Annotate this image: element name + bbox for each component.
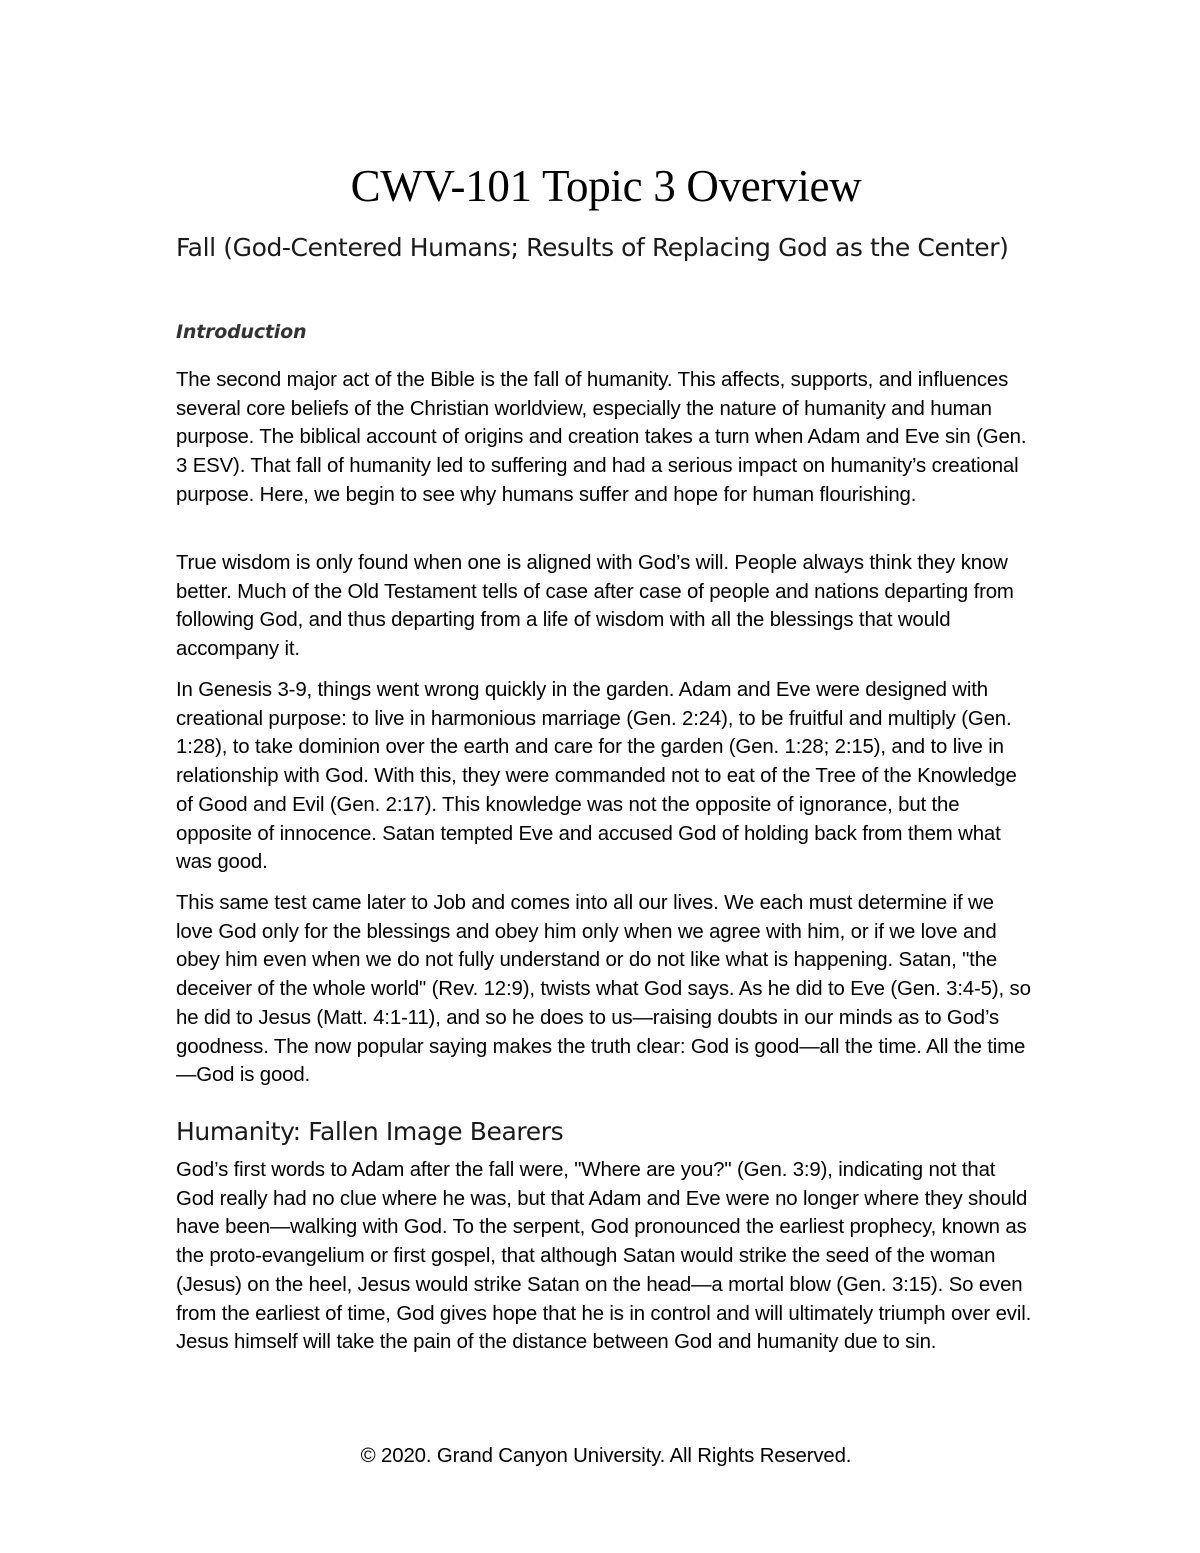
paragraph-intro-3: In Genesis 3-9, things went wrong quickly in the garden. Adam and Eve were designed with creational purpose: to live in harmonious marriage (Gen. 2:24), to be fruitful and multiply (Gen. 1:28), to take dominion over the earth and care for the garden (Gen. 1:28; 2:15), and to live in relationship with God. With this, they were commanded not to eat of the Tree of the Knowledge of Good and Evil (Gen. 2:17). This knowledge was not the opposite of ignorance, but the opposite of innocence. Satan tempted Eve and accused God of holding back from them what was good. <box>176 679 1017 874</box>
section-heading-fall: Fall (God-Centered Humans; Results of Replacing God as the Center) <box>176 233 1009 262</box>
document-title: CWV-101 Topic 3 Overview <box>350 161 862 211</box>
document-page <box>176 0 1036 1553</box>
paragraph-humanity-1: God’s first words to Adam after the fall were, "Where are you?" (Gen. 3:9), indicating not that God really had no clue where he was, but that Adam and Eve were no longer where they should have been—walking with God. To the serpent, God pronounced the earliest prophecy, known as the proto-evangelium or first gospel, that although Satan would strike the seed of the woman (Jesus) on the heel, Jesus would strike Satan on the head—a mortal blow (Gen. 3:15). So even from the earliest of time, God gives hope that he is in control and will ultimately triumph over evil. Jesus himself will take the pain of the distance between God and humanity due to sin. <box>176 1159 1032 1354</box>
paragraph-intro-2: True wisdom is only found when one is aligned with God’s will. People always think they know better. Much of the Old Testament tells of case after case of people and nations departing from following God, and thus departing from a life of wisdom with all the blessings that would accompany it. <box>176 552 1014 661</box>
copyright-footer: © 2020. Grand Canyon University. All Rights Reserved. <box>360 1445 852 1467</box>
section-heading-humanity: Humanity: Fallen Image Bearers <box>176 1117 564 1146</box>
subheading-introduction: Introduction <box>176 321 307 343</box>
paragraph-intro-4: This same test came later to Job and comes into all our lives. We each must determine if we love God only for the blessings and obey him only when we agree with him, or if we love and obey him even when we do not fully understand or do not like what is happening. Satan, "the deceiver of the whole world" (Rev. 12:9), twists what God says. As he did to Eve (Gen. 3:4-5), so he did to Jesus (Matt. 4:1-11), and so he does to us—raising doubts in our minds as to God’s goodness. The now popular saying makes the truth clear: God is good—all the time. All the time—God is good. <box>176 892 1031 1087</box>
paragraph-intro-1: The second major act of the Bible is the fall of humanity. This affects, supports, and influences several core beliefs of the Christian worldview, especially the nature of humanity and human purpose. The biblical account of origins and creation takes a turn when Adam and Eve sin (Gen. 3 ESV). That fall of humanity led to suffering and had a serious impact on humanity’s creational purpose. Here, we begin to see why humans suffer and hope for human flourishing. <box>176 369 1027 506</box>
